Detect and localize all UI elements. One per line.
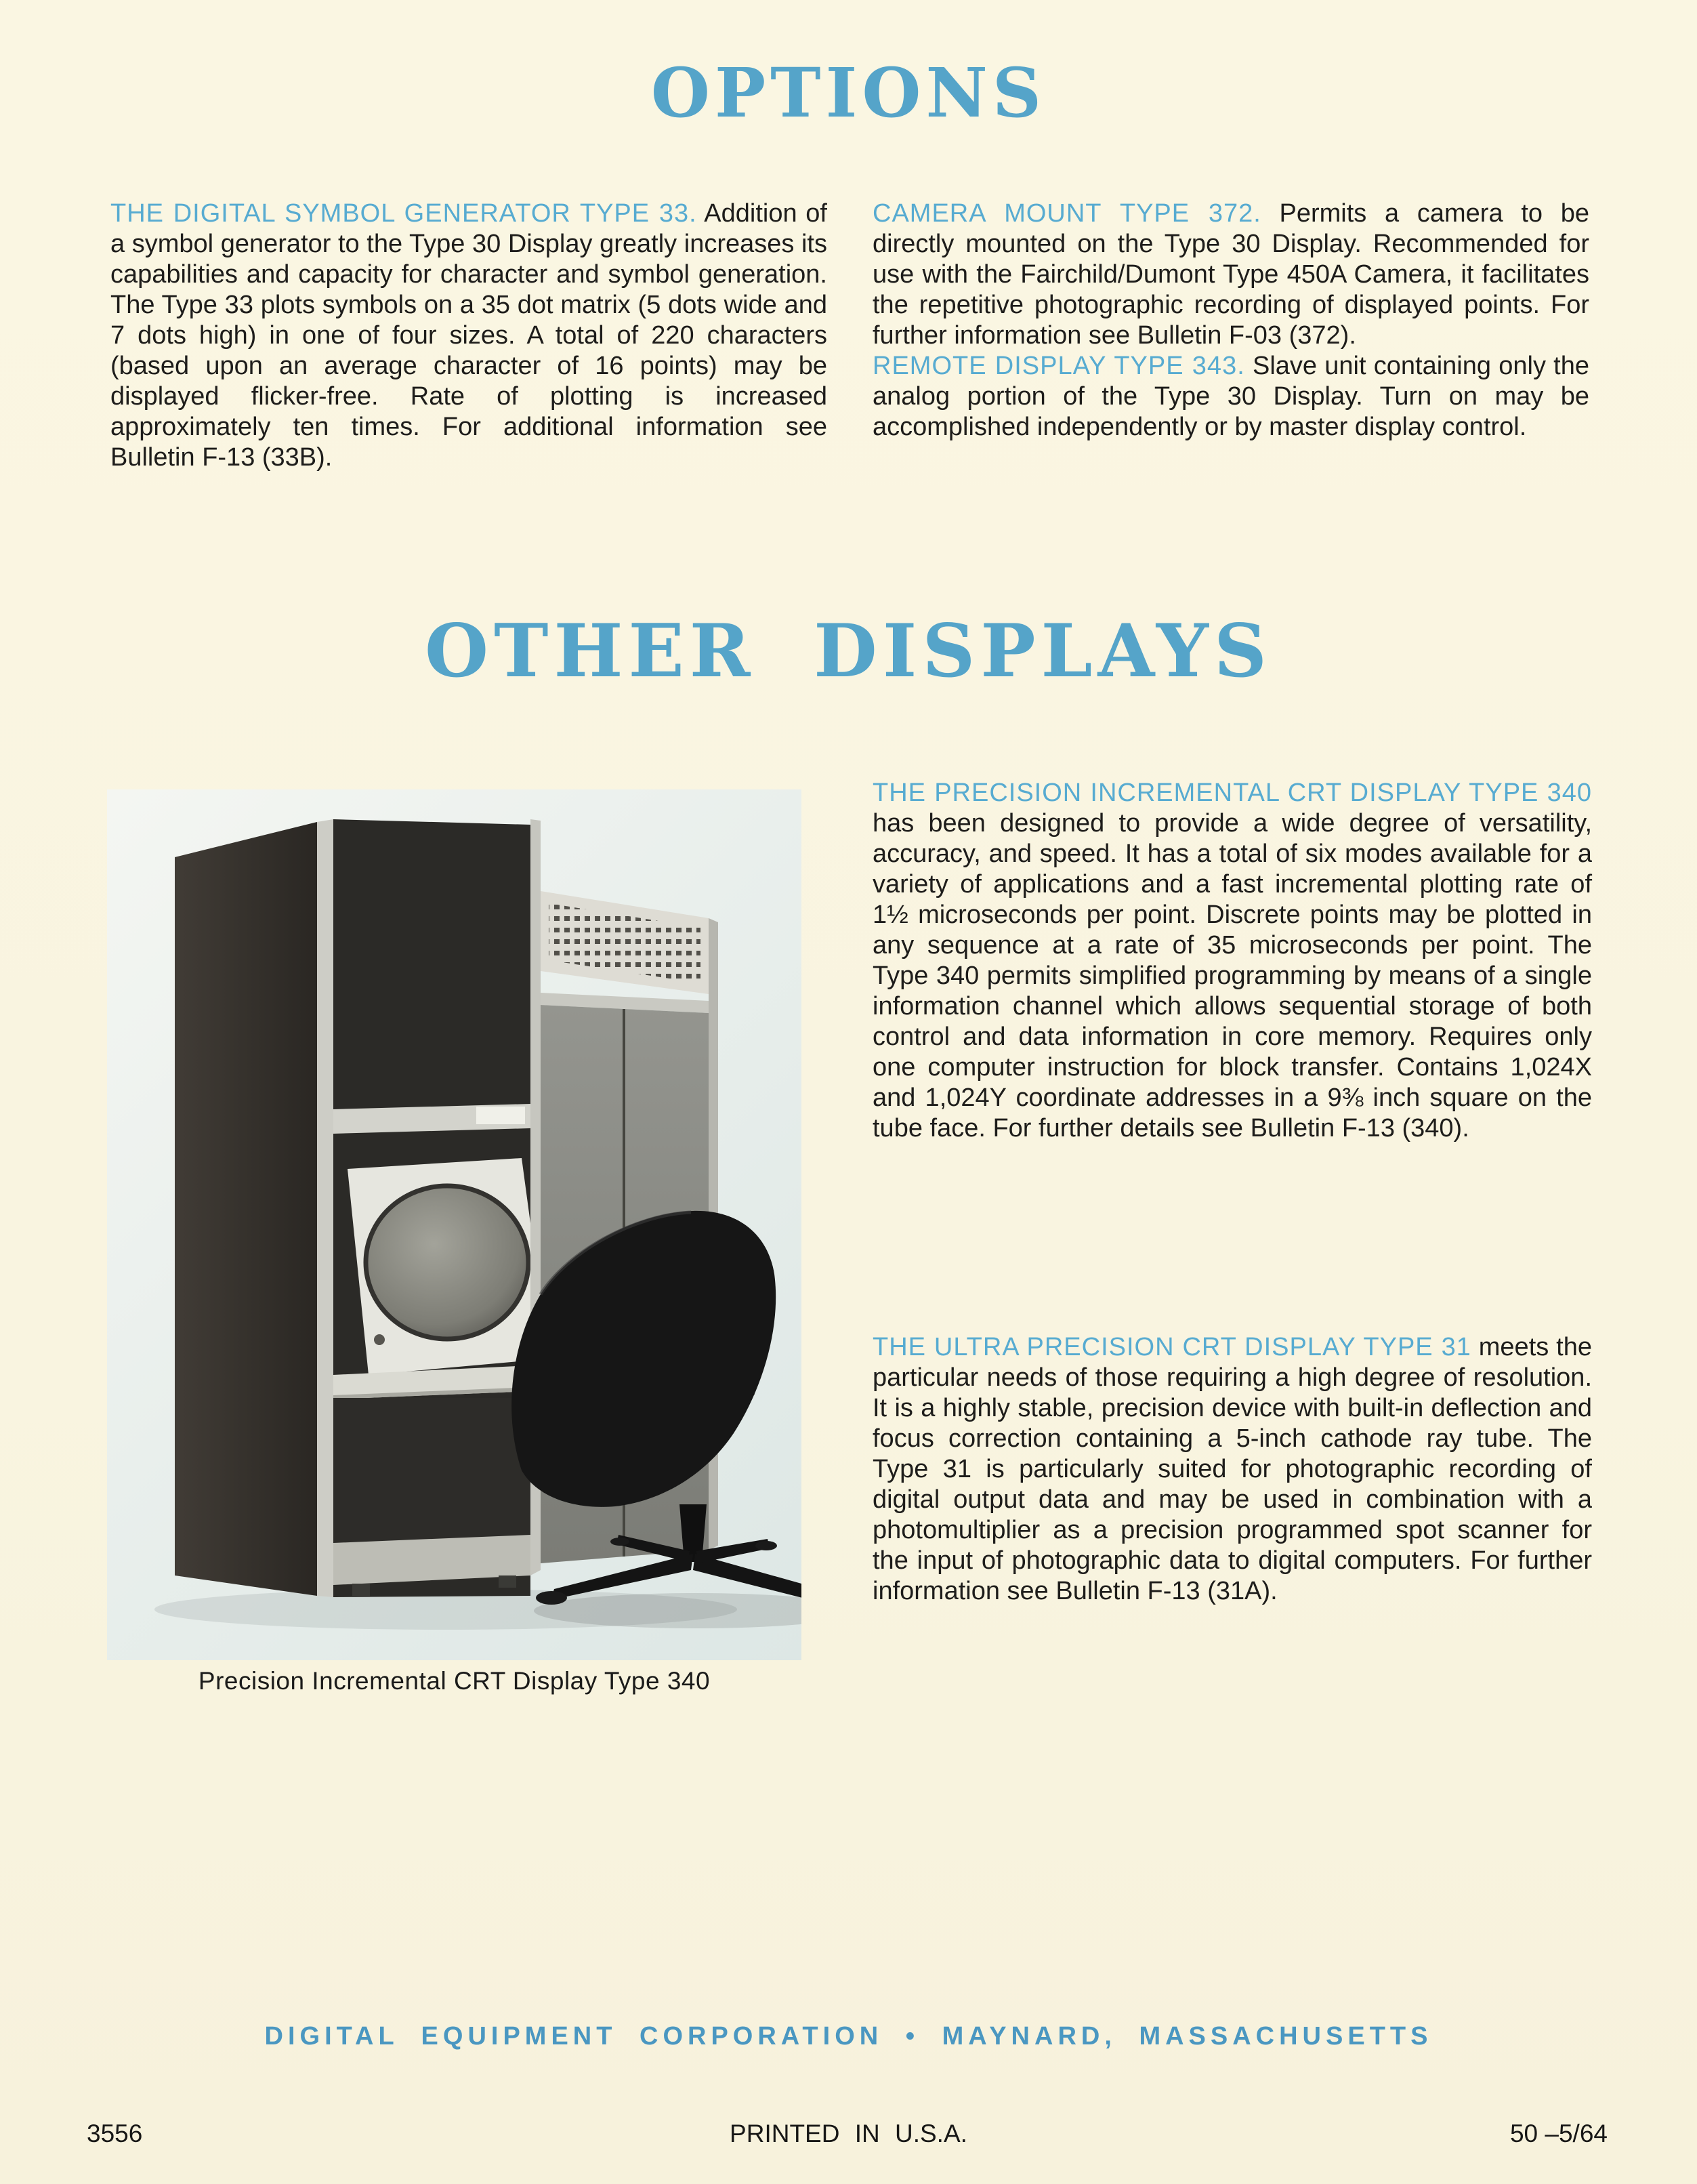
print-code: 50 –5/64: [1509, 2120, 1608, 2147]
paragraph-remote-display: [873, 351, 1589, 442]
type-33-lead: THE DIGITAL SYMBOL GENERATOR TYPE 33.: [110, 199, 697, 228]
type-33-body: Addition of a symbol generator to the Type 30 Display greatly increases its capabilities and capacity for character and symbol generation. The Type 33 plots symbols on a 35 dot matrix (5 dots wide and 7 dots high) in one of four sizes. A total of 220 characters (based upon an average character of 16 points) may be displayed flicker-free. Rate of plotting is increased approximately ten times. For additional information see Bulletin F-13 (33B).: [110, 199, 827, 472]
crt-screen: [366, 1186, 528, 1339]
type-31-body: meets the particular needs of those requiring a high degree of resolution. It is a highly stable, precision device with built-in deflection and focus correction containing a 5-inch cathode ray tube. The Type 31 is particularly suited for photographic recording of digital output data and may be used in combination with a photomultiplier as a precision programmed spot scanner for the input of photographic data to digital computers. For further information see Bulletin F-13 (31A).: [873, 1333, 1593, 1605]
paragraph-camera-mount: [873, 199, 1589, 351]
type-340-lead: THE PRECISION INCREMENTAL CRT DISPLAY TYPE 340: [873, 779, 1592, 807]
type-31-lead: THE ULTRA PRECISION CRT DISPLAY TYPE 31: [873, 1333, 1471, 1361]
paragraph-type-33: [110, 199, 827, 473]
page-title: OPTIONS: [650, 53, 1047, 133]
camera-mount-body: Permits a camera to be directly mounted on the Type 30 Display. Recommended for use with the Fairchild/Dumont Type 450A Camera, it facilitates the repetitive photographic recording of displayed points. For further information see Bulletin F-03 (372).: [873, 199, 1589, 350]
remote-display-body: Slave unit containing only the analog portion of the Type 30 Display. Turn on may be accomplished independently or by master display control.: [873, 352, 1589, 441]
product-photo: [107, 789, 801, 1660]
printed-in-usa: PRINTED IN U.S.A.: [730, 2120, 967, 2147]
type-31-paragraph: [873, 1332, 1592, 1607]
form-number: 3556: [87, 2120, 143, 2147]
photo-caption: Precision Incremental CRT Display Type 340: [198, 1667, 711, 1695]
options-left-column: [110, 199, 827, 473]
camera-mount-lead: CAMERA MOUNT TYPE 372.: [873, 199, 1261, 228]
remote-display-lead: REMOTE DISPLAY TYPE 343.: [873, 352, 1245, 380]
options-right-column: [873, 199, 1589, 442]
control-panel: [541, 891, 709, 994]
section-title: OTHER DISPLAYS: [425, 609, 1272, 694]
type-340-paragraph: [873, 778, 1592, 1144]
company-footer: DIGITAL EQUIPMENT CORPORATION • MAYNARD, MASSACHUSETTS: [264, 2022, 1433, 2051]
type-340-body: has been designed to provide a wide degree of versatility, accuracy, and speed. It has a total of six modes available for a variety of applications and a fast incremental plotting rate of 1½ microseconds per point. Discrete points may be plotted in any sequence at a rate of 35 microseconds per point. The Type 340 permits simplified programming by means of a single information channel which allows sequential storage of both control and data information in core memory. Requires only one computer instruction for block transfer. Contains 1,024X and 1,024Y coordinate addresses in a 9⅜ inch square on the tube face. For further details see Bulletin F-13 (340).: [873, 809, 1592, 1142]
crt-display-illustration: [107, 789, 801, 1660]
